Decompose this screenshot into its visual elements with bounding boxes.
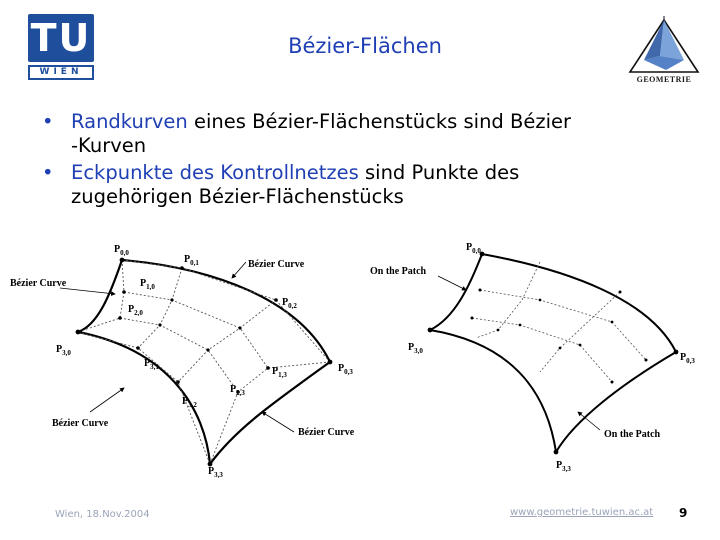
tu-logo-letters: TU xyxy=(30,16,92,60)
bullet-highlight: Eckpunkte des Kontrollnetzes xyxy=(71,161,359,184)
tu-wien-logo xyxy=(28,14,94,80)
boundary-curve-bottom xyxy=(78,332,210,464)
label-on-the-patch-bottom: On the Patch xyxy=(604,429,661,440)
right-annotation-arrows xyxy=(438,276,600,430)
tu-logo-subtitle: WIEN xyxy=(28,65,94,80)
annotation-arrows xyxy=(60,262,294,432)
label-bezier-curve-left: Bézier Curve xyxy=(10,278,67,289)
label-p10: $P_{1,0}$ xyxy=(140,278,155,291)
label-p13: $P_{1,3}$ xyxy=(272,366,287,379)
label-p20: $P_{2,0}$ xyxy=(128,304,143,317)
label-p23: $P_{2,3}$ xyxy=(230,384,245,397)
label-p32: $P_{3,2}$ xyxy=(182,396,197,409)
bullet-text-continued: -Kurven xyxy=(71,134,147,157)
label-p31: $P_{3,1}$ xyxy=(144,358,159,371)
bullet-text: eines Bézier-Flächenstücks sind Bézier xyxy=(187,110,572,133)
label-p33: $P_{3,3}$ xyxy=(208,466,223,479)
bullet-text-continued: zugehörigen Bézier-Flächenstücks xyxy=(71,185,404,208)
label-bezier-curve-top: Bézier Curve xyxy=(248,259,305,270)
slide-title: Bézier-Flächen xyxy=(288,34,442,58)
bullet-text: sind Punkte des xyxy=(358,161,520,184)
label-p30: $P_{3,0}$ xyxy=(56,344,71,357)
label-right-p03: $P_{0,3}$ xyxy=(680,352,695,365)
label-p01: $P_{0,1}$ xyxy=(184,254,199,267)
label-right-p00: $P_{0,0}$ xyxy=(466,242,481,255)
bullet-dot: • xyxy=(42,161,54,184)
label-right-p30: $P_{3,0}$ xyxy=(408,342,423,355)
label-p03: $P_{0,3}$ xyxy=(338,363,353,376)
footer-url-link[interactable]: www.geometrie.tuwien.ac.at xyxy=(510,507,654,518)
label-right-p33: $P_{3,3}$ xyxy=(556,460,571,473)
right-bezier-patch xyxy=(428,252,679,455)
patch-edge-top xyxy=(482,254,676,352)
label-p00: $P_{0,0}$ xyxy=(114,244,129,257)
patch-edge-left xyxy=(430,254,482,330)
bullet-item xyxy=(42,161,702,209)
label-bezier-curve-bottom-left: Bézier Curve xyxy=(52,418,109,429)
bullet-highlight: Randkurven xyxy=(71,110,188,133)
tu-logo-block xyxy=(28,14,94,62)
boundary-curve-top xyxy=(122,260,330,362)
bullet-item xyxy=(42,110,702,158)
patch-edge-bottom xyxy=(430,330,556,452)
right-patch-points xyxy=(428,252,679,455)
bullet-list xyxy=(42,110,702,212)
right-control-net xyxy=(472,262,646,382)
page-number: 9 xyxy=(679,506,688,520)
label-p02: $P_{0,2}$ xyxy=(282,297,297,310)
boundary-curve-left xyxy=(78,260,122,332)
geometrie-logo xyxy=(626,16,702,88)
bullet-dot: • xyxy=(42,110,54,133)
footer-date: Wien, 18.Nov.2004 xyxy=(55,509,150,520)
label-on-the-patch-top: On the Patch xyxy=(370,266,427,277)
left-bezier-patch xyxy=(60,258,332,467)
geometrie-logo-label: GEOMETRIE xyxy=(636,75,692,84)
bezier-surface-figure xyxy=(0,232,720,482)
left-patch-labels xyxy=(10,244,355,479)
geometrie-logo-icon xyxy=(626,16,702,76)
label-bezier-curve-bottom-right: Bézier Curve xyxy=(298,427,355,438)
